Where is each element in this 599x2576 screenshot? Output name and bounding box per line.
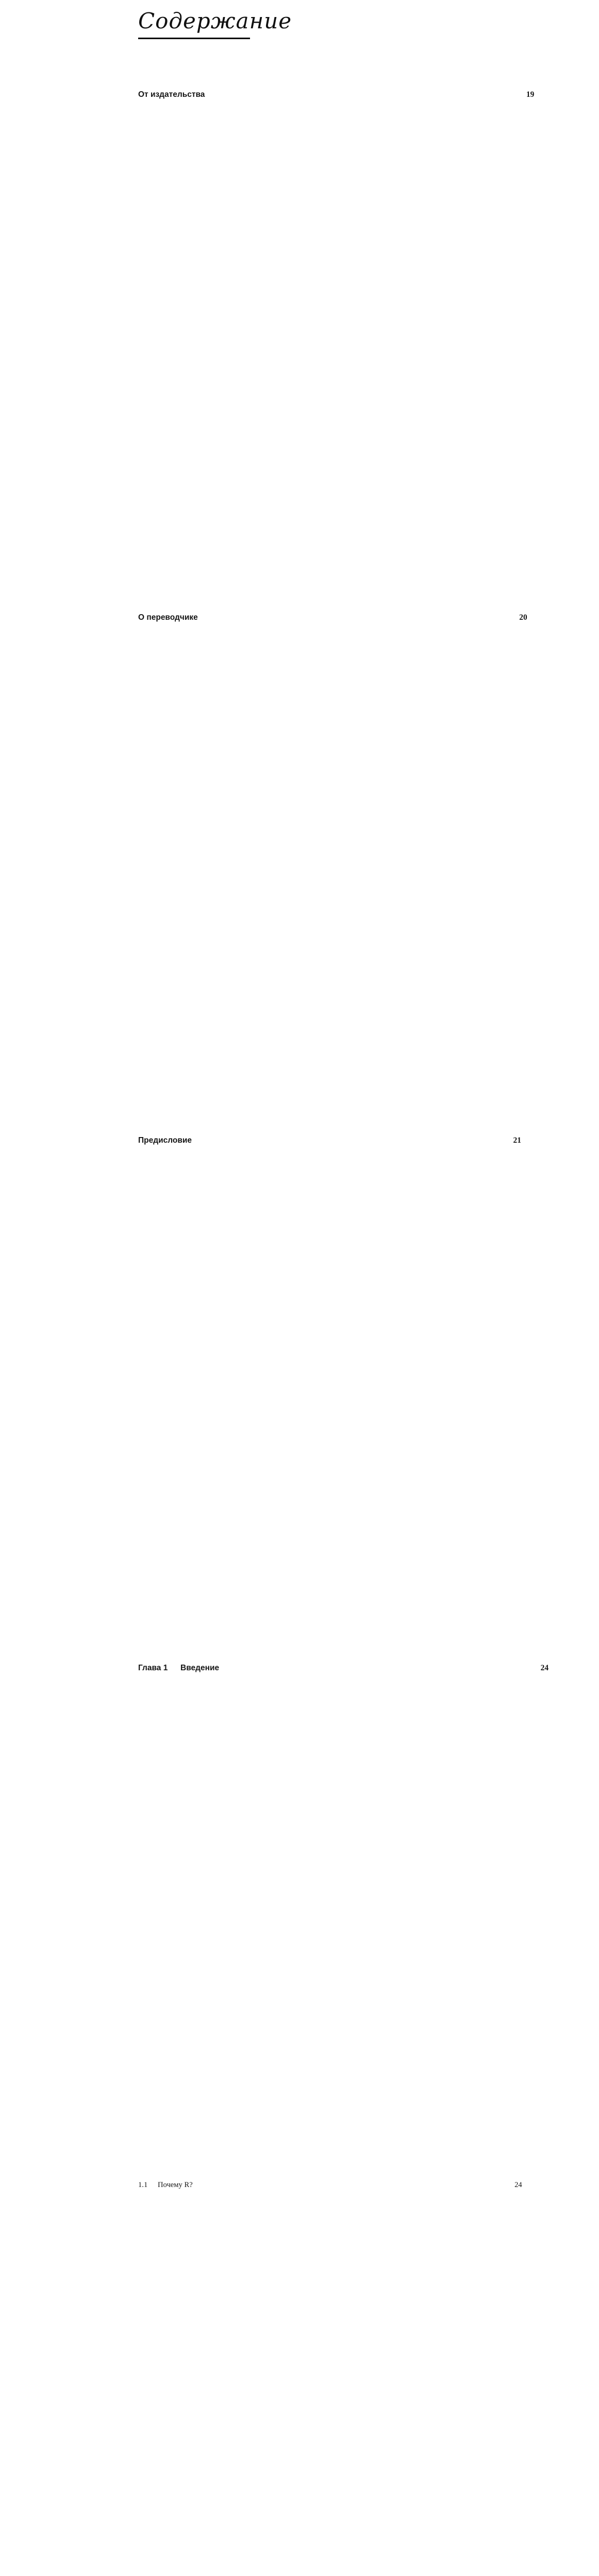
- toc-entry-page: 21: [195, 1126, 526, 1641]
- toc-entry-title: Почему R?: [158, 2181, 193, 2189]
- page-title: Содержание: [138, 8, 292, 33]
- toc-entry: [138, 1654, 549, 2169]
- title-underline: [138, 38, 250, 39]
- toc-entry: [138, 603, 527, 1118]
- toc-entry-title: Предисловие: [138, 1136, 192, 1145]
- toc-entry-title: Введение: [180, 1664, 220, 1672]
- toc-entry: [138, 80, 535, 596]
- toc-entry-page: 24: [223, 1654, 554, 2169]
- book-page: [134, 0, 549, 2189]
- toc-entry-label: Глава 1: [138, 1664, 168, 1672]
- toc-entry: [138, 1126, 522, 1641]
- toc-entry-page: 19: [208, 80, 539, 596]
- toc-entry: [138, 2171, 522, 2576]
- toc-entry-page: 20: [202, 603, 533, 1118]
- toc-entry-title: О переводчике: [138, 613, 198, 622]
- toc-entry-number: 1.1: [138, 2181, 148, 2189]
- toc-entry-title: От издательства: [138, 90, 205, 99]
- toc-entry-page: 24: [196, 2171, 527, 2576]
- toc-list: [138, 80, 549, 2576]
